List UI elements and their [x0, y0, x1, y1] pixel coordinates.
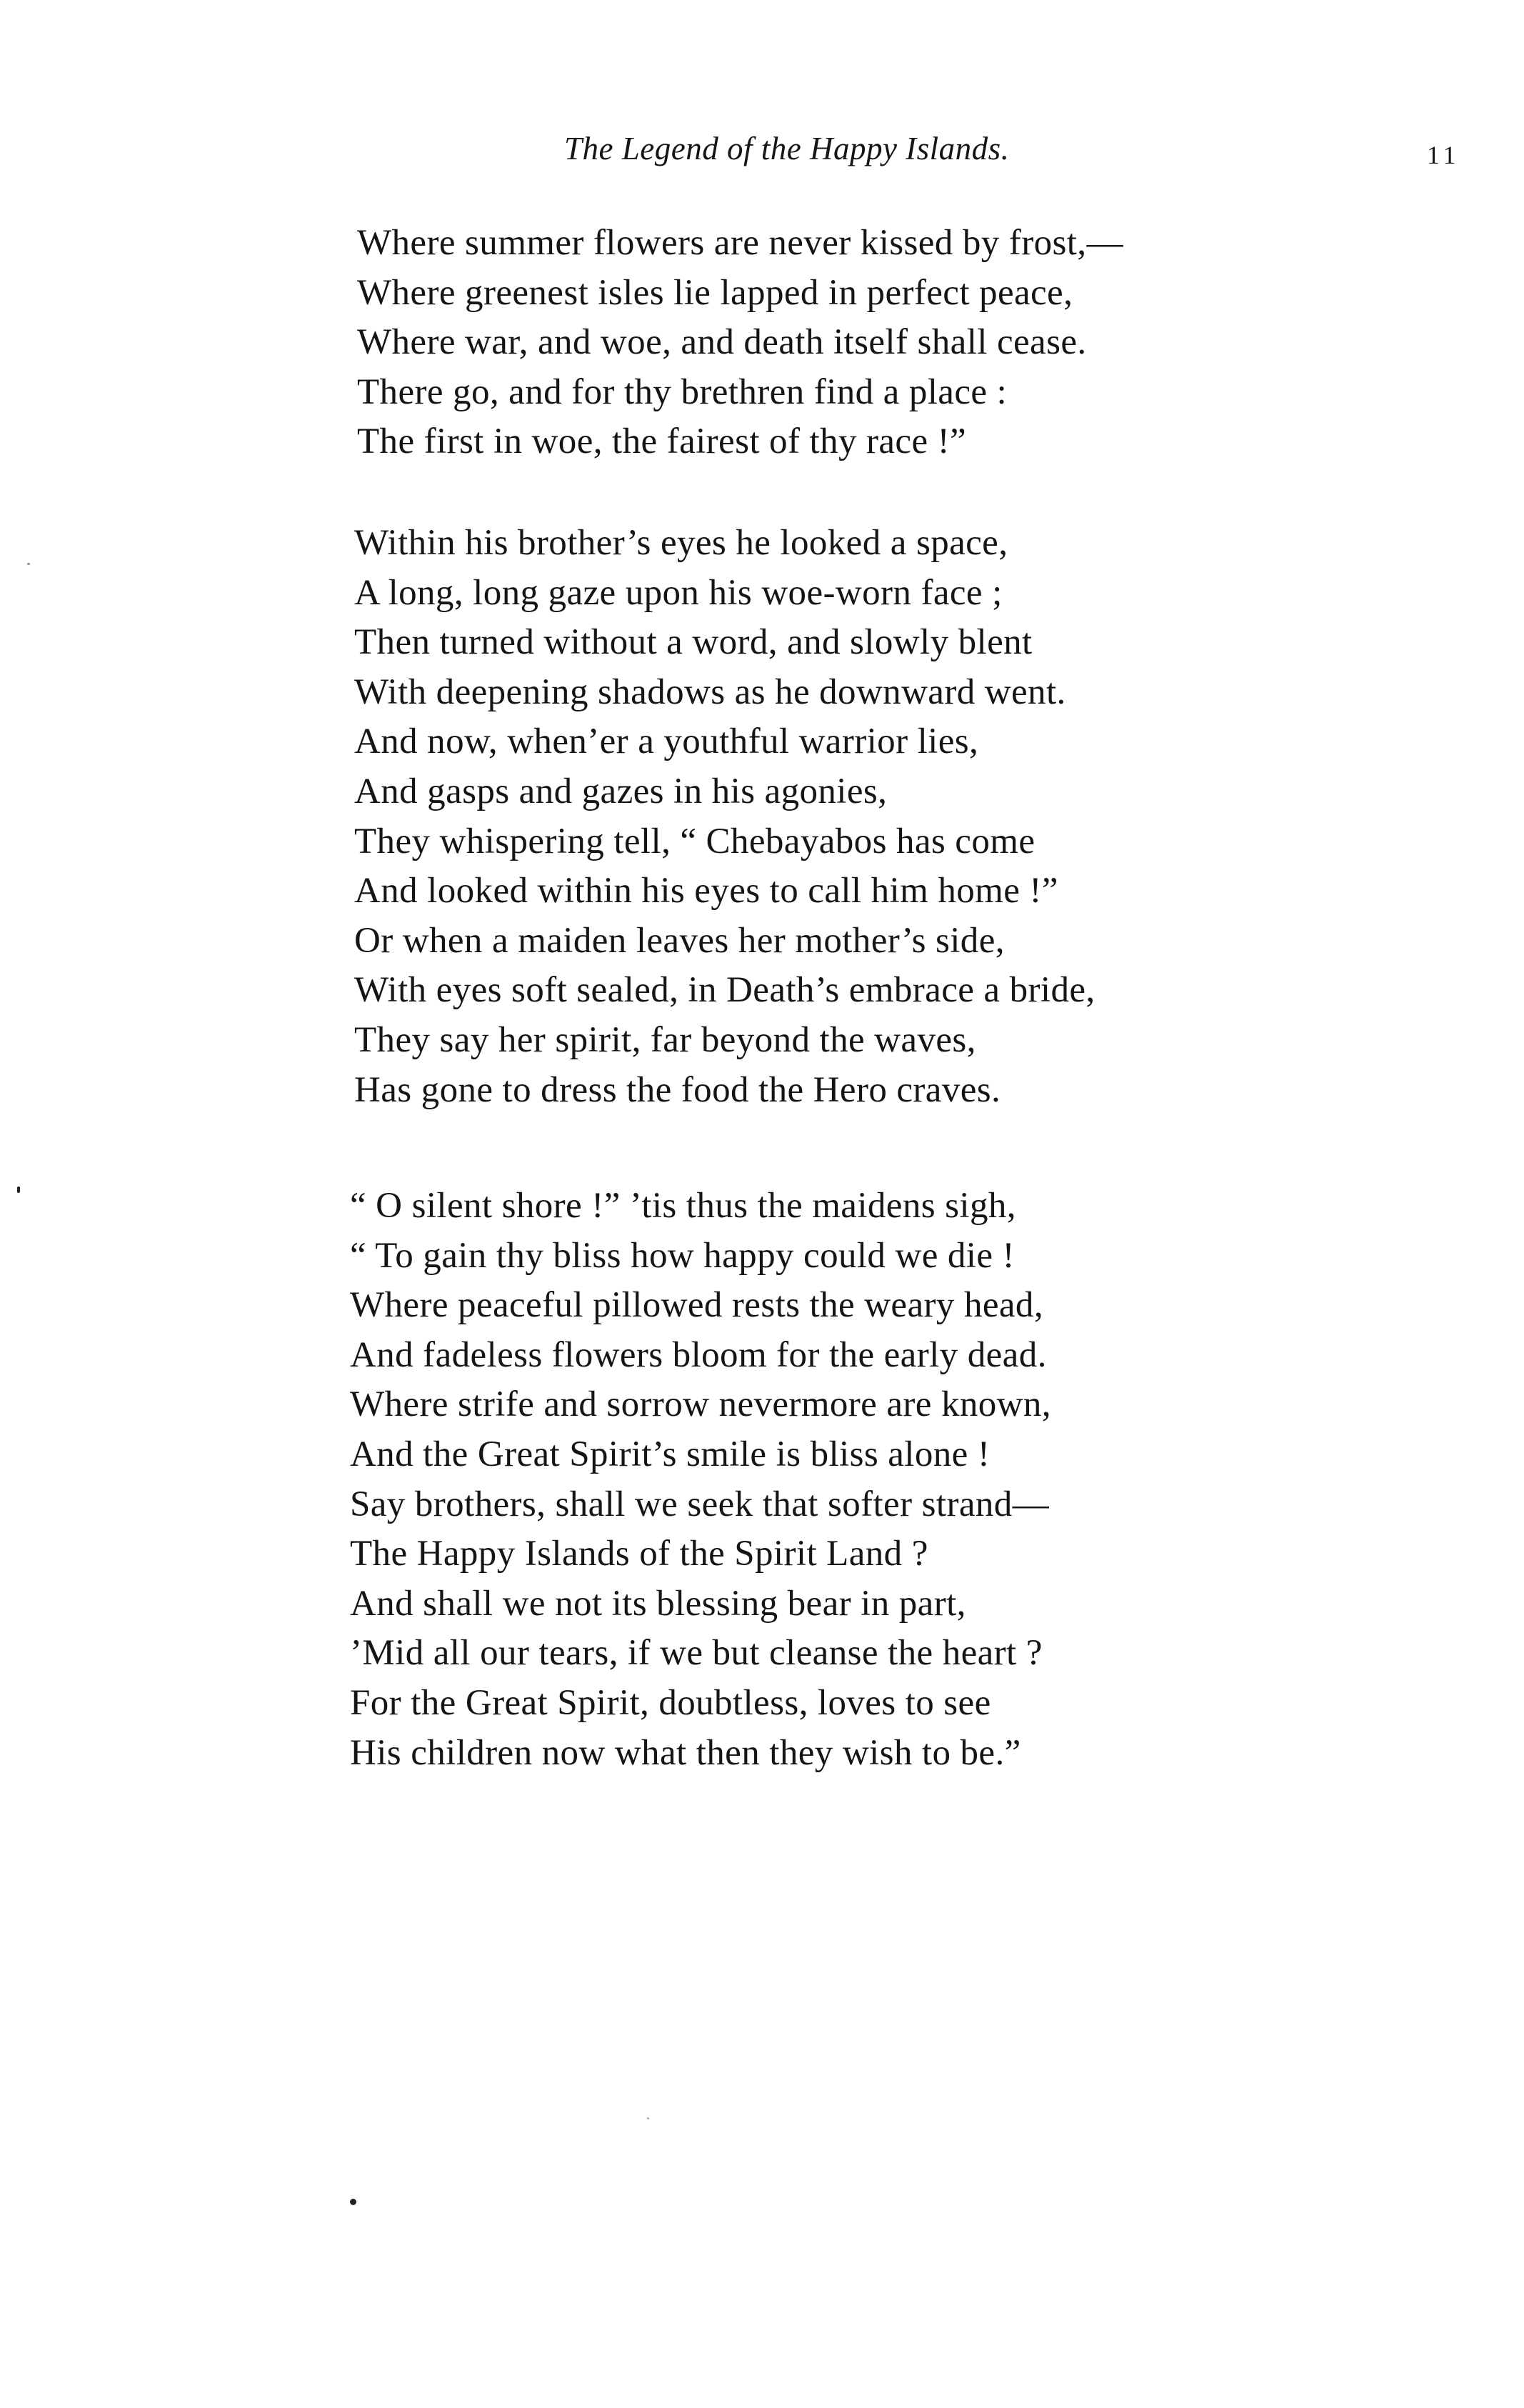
stanza-2 [354, 519, 1096, 1115]
verse-line: Where war, and woe, and death itself shall cease. [357, 322, 1087, 363]
verse-line: With eyes soft sealed, in Death’s embrace a bride, [354, 970, 1096, 1011]
verse-line: “ To gain thy bliss how happy could we die ! [350, 1235, 1015, 1276]
verse-line: Where summer flowers are never kissed by frost,— [357, 223, 1123, 263]
scan-speck [27, 563, 30, 565]
verse-line: And now, when’er a youthful warrior lies, [354, 721, 979, 762]
stanza-1 [357, 219, 1123, 467]
scan-speck [17, 1186, 20, 1193]
verse-line: Where peaceful pillowed rests the weary head, [350, 1285, 1043, 1326]
verse-line: Say brothers, shall we seek that softer strand— [350, 1484, 1050, 1524]
page-number: 11 [1427, 141, 1460, 169]
verse-line: ’Mid all our tears, if we but cleanse the heart ? [350, 1633, 1043, 1674]
verse-line: And looked within his eyes to call him home !” [354, 871, 1058, 911]
verse-line: A long, long gaze upon his woe-worn face ; [354, 572, 1003, 613]
verse-line: And shall we not its blessing bear in part, [350, 1583, 966, 1624]
verse-line: And the Great Spirit’s smile is bliss alone ! [350, 1434, 991, 1474]
verse-line: And gasps and gazes in his agonies, [354, 771, 888, 811]
verse-line: Within his brother’s eyes he looked a space, [354, 523, 1008, 563]
verse-line: His children now what then they wish to be.” [350, 1732, 1021, 1773]
running-head: The Legend of the Happy Islands. [564, 131, 1010, 166]
verse-line: With deepening shadows as he downward went. [354, 671, 1066, 712]
verse-line: “ O silent shore !” ’tis thus the maidens sigh, [350, 1186, 1016, 1226]
verse-line: The first in woe, the fairest of thy race !” [357, 421, 967, 462]
verse-line: Then turned without a word, and slowly blent [354, 622, 1033, 663]
verse-line: They whispering tell, “ Chebayabos has come [354, 821, 1036, 861]
verse-line: And fadeless flowers bloom for the early dead. [350, 1334, 1047, 1375]
verse-line: Where strife and sorrow nevermore are known, [350, 1384, 1051, 1425]
verse-line: Where greenest isles lie lapped in perfect peace, [357, 272, 1073, 313]
verse-line: The Happy Islands of the Spirit Land ? [350, 1534, 928, 1574]
verse-line: For the Great Spirit, doubtless, loves to see [350, 1682, 991, 1723]
verse-line: Has gone to dress the food the Hero craves. [354, 1069, 1001, 1110]
stanza-3 [350, 1181, 1051, 1778]
scan-speck [350, 2199, 356, 2205]
scan-speck [647, 2117, 649, 2119]
verse-line: They say her spirit, far beyond the waves, [354, 1019, 976, 1060]
verse-line: There go, and for thy brethren find a place : [357, 371, 1008, 412]
verse-line: Or when a maiden leaves her mother’s side, [354, 920, 1005, 961]
